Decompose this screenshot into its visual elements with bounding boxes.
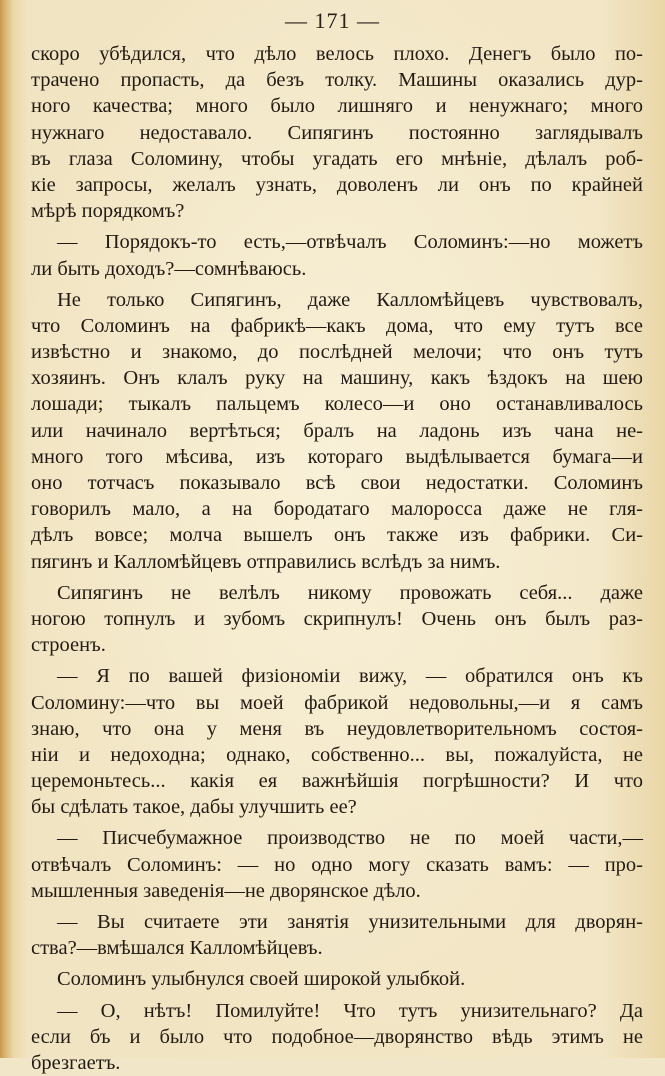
text-line: ства?—вмѣшался Калломѣйцевъ. — [31, 937, 323, 960]
text-line: если бъ и было что подобное—дворянство вѣдь этимъ не — [31, 1025, 643, 1048]
text-line: пягинъ и Калломѣйцевъ отправились вслѣдъ за нимъ. — [31, 550, 501, 573]
paragraph — [31, 998, 643, 1076]
text-line: — Порядокъ-то есть,—отвѣчалъ Соломинъ:—но можетъ — [57, 231, 643, 254]
page-text — [31, 41, 643, 1076]
text-line: Соломинъ улыбнулся своей широкой улыбкой. — [57, 968, 466, 991]
text-line: Не только Сипягинъ, даже Калломѣйцевъ чувствовалъ, — [57, 288, 643, 311]
text-line: извѣстно и знакомо, до послѣдней мелочи; что онъ тутъ — [31, 341, 643, 364]
text-line: Соломину:—что вы моей фабрикой недовольны,—и я самъ — [31, 691, 643, 714]
text-line: церемоньтесь... какія ея важнѣйшія погрѣшности? И что — [31, 770, 643, 793]
paragraph — [31, 966, 643, 992]
text-line: говорилъ мало, а на бородатаго малоросса даже не гля- — [31, 498, 643, 521]
text-line: ніи и недоходна; однако, собственно... вы, пожалуйста, не — [31, 743, 643, 766]
text-line: много того мѣсива, изъ котораго выдѣлывается бумага—и — [31, 445, 643, 468]
text-line: лошади; тыкалъ пальцемъ колесо—и оно останавливалось — [31, 393, 643, 416]
text-line: ли быть доходъ?—сомнѣваюсь. — [31, 257, 307, 280]
text-line: ного качества; много было лишняго и ненужнаго; много — [31, 95, 643, 118]
text-line: знаю, что она у меня въ неудовлетворительномъ состоя- — [31, 717, 643, 740]
paragraph — [31, 41, 643, 224]
text-line: ногою топнулъ и зубомъ скрипнулъ! Очень онъ былъ раз- — [31, 607, 643, 630]
text-line: отвѣчалъ Соломинъ: — но одно могу сказать вамъ: — про- — [31, 853, 643, 876]
text-line: — Я по вашей физіономіи вижу, — обратился онъ къ — [57, 665, 643, 688]
text-line: нужнаго недоставало. Сипягинъ постоянно заглядывалъ — [31, 121, 643, 144]
text-line: — Писчебумажное производство не по моей части,— — [57, 827, 643, 850]
paragraph — [31, 287, 643, 575]
paragraph — [31, 663, 643, 820]
text-line: или начинало вертѣться; бралъ на ладонь изъ чана не- — [31, 419, 643, 442]
paragraph — [31, 909, 643, 961]
text-line: бы сдѣлать такое, дабы улучшить ее? — [31, 796, 357, 819]
text-line: мѣрѣ порядкомъ? — [31, 200, 185, 223]
text-line: въ глаза Соломину, чтобы угадать его мнѣніе, дѣлалъ роб- — [31, 147, 643, 170]
text-line: хозяинъ. Онъ клалъ руку на машину, какъ ѣздокъ на шею — [31, 367, 643, 390]
text-line: дѣлъ вовсе; молча вышелъ онъ также изъ фабрики. Си- — [31, 524, 643, 547]
paragraph — [31, 580, 643, 659]
text-line: кіе запросы, желалъ узнать, доволенъ ли онъ по крайней — [31, 173, 643, 196]
text-line: трачено пропасть, да безъ толку. Машины оказались дур- — [31, 69, 643, 92]
text-line: оно тотчасъ показывало всѣ свои недостатки. Соломинъ — [31, 472, 643, 494]
paragraph — [31, 229, 643, 281]
page-number: — 171 — — [285, 8, 380, 33]
paragraph — [31, 825, 643, 904]
text-line: Сипягинъ не велѣлъ никому провожать себя... даже — [57, 581, 643, 604]
text-line: — О, нѣтъ! Помилуйте! Что тутъ унизительнаго? Да — [57, 999, 643, 1022]
text-line: строенъ. — [31, 634, 106, 657]
text-line: что Соломинъ на фабрикѣ—какъ дома, что ему тутъ все — [31, 314, 643, 337]
text-line: — Вы считаете эти занятія унизительными для дворян- — [57, 911, 643, 933]
text-line: брезгаетъ. — [31, 1051, 121, 1074]
text-line: скоро убѣдился, что дѣло велось плохо. Денегъ было по- — [31, 43, 643, 65]
text-line: мышленныя заведенія—не дворянское дѣло. — [31, 879, 421, 902]
